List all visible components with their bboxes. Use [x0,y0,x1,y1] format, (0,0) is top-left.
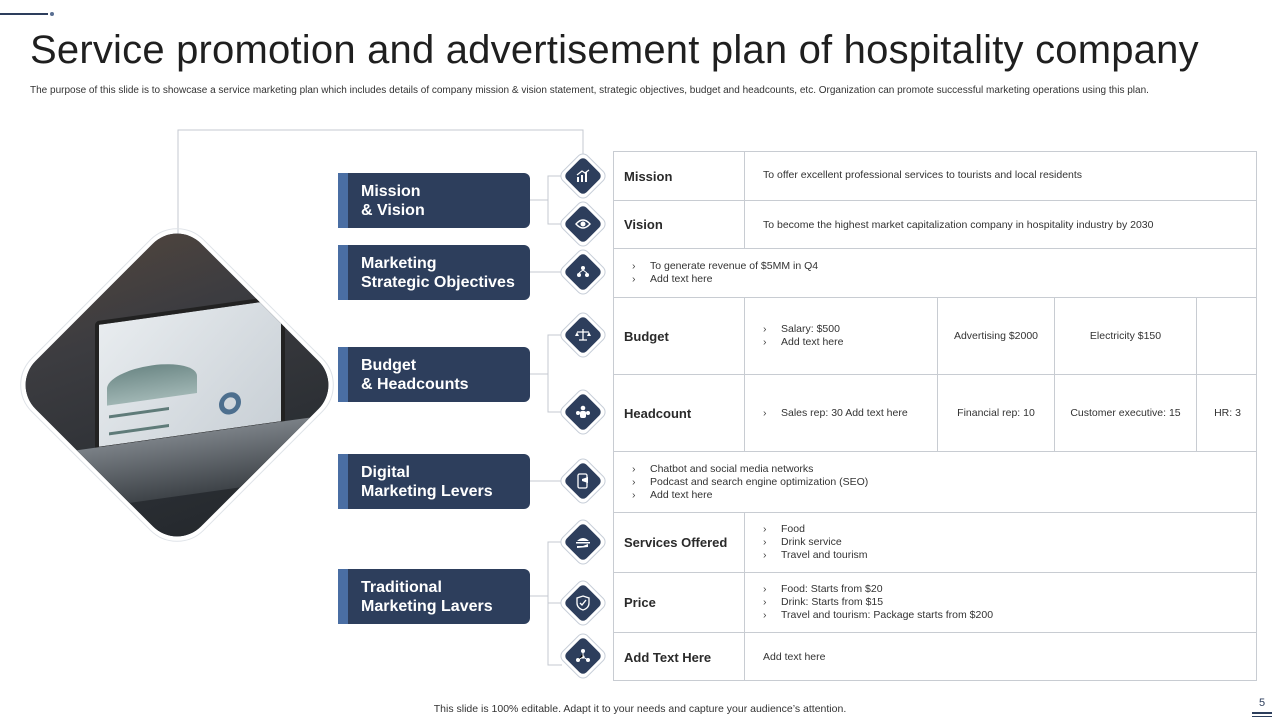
slide-subtitle: The purpose of this slide is to showcase a service marketing plan which includes details of company mission & vision statement, strategic objectives, budget and headcounts, etc. Organization can promote successful marketing operations using this plan. [30,85,1149,96]
page-underline [1252,712,1272,714]
services-head: Services Offered [614,513,745,572]
list-item: › Add text here [632,273,818,286]
table-row-vision [614,201,1256,249]
table-row-objectives [614,249,1256,298]
table-row-extra [614,633,1256,681]
table-row-digital [614,452,1256,513]
growth-chart-icon [573,166,593,186]
headcount-hr: HR: 3 [1214,407,1241,419]
table-row-headcount [614,375,1256,452]
slide-title: Service promotion and advertisement plan of hospitality company [30,28,1199,72]
page-underline-thin [1252,716,1272,717]
extra-text: Add text here [763,651,826,663]
footer-note: This slide is 100% editable. Adapt it to your needs and capture your audience’s attention. [433,703,847,715]
label-mission-vision: Mission & Vision [338,173,530,228]
table-row-mission [614,152,1256,201]
table-row-price [614,573,1256,633]
list-item: › Salary: $500 [763,323,843,336]
list-item: › Add text here [632,489,868,502]
list-item: › Food: Starts from $20 [763,583,993,596]
headcount-financial: Financial rep: 10 [938,375,1055,451]
label-digital-levers: Digital Marketing Levers [338,454,530,509]
team-icon [573,402,593,422]
vision-head: Vision [614,201,745,248]
budget-extra [1197,298,1258,374]
budget-head: Budget [614,298,745,374]
label-strategic-objectives: Marketing Strategic Objectives [338,245,530,300]
price-shield-icon [573,593,593,613]
service-hand-icon [573,532,593,552]
table-row-budget [614,298,1256,375]
eye-icon [573,214,593,234]
strategy-icon [573,262,593,282]
services-list [763,523,868,562]
mobile-marketing-icon [573,471,593,491]
extra-head: Add Text Here [614,633,745,681]
table-row-services [614,513,1256,573]
objectives-list [632,260,818,286]
list-item: › To generate revenue of $5MM in Q4 [632,260,818,273]
headcount-head: Headcount [614,375,745,451]
mission-text: To offer excellent professional services to tourists and local residents [763,169,1083,181]
list-item: › Sales rep: 30 Add text here [763,407,908,420]
price-list [763,583,993,622]
list-item: › Drink service [763,536,868,549]
price-head: Price [614,573,745,632]
balance-scale-icon [573,325,593,345]
page-number: 5 [1258,697,1266,709]
list-item: › Travel and tourism: Package starts from $200 [763,609,993,622]
list-item: › Food [763,523,868,536]
label-traditional-levers: Traditional Marketing Lavers [338,569,530,624]
list-item: › Podcast and search engine optimization (SEO) [632,476,868,489]
list-item: › Travel and tourism [763,549,868,562]
list-item: › Chatbot and social media networks [632,463,868,476]
list-item: › Drink: Starts from $15 [763,596,993,609]
plan-table [613,151,1257,681]
people-network-icon [573,646,593,666]
mission-head: Mission [614,152,745,200]
list-item: › Add text here [763,336,843,349]
label-budget-headcounts: Budget & Headcounts [338,347,530,402]
vision-text: To become the highest market capitalization company in hospitality industry by 2030 [763,218,1154,231]
budget-advertising: Advertising $2000 [938,298,1055,374]
headcount-list [763,407,908,420]
headcount-customer: Customer executive: 15 [1055,375,1197,451]
budget-list [763,323,843,349]
digital-list [632,463,868,502]
budget-electricity: Electricity $150 [1055,298,1197,374]
